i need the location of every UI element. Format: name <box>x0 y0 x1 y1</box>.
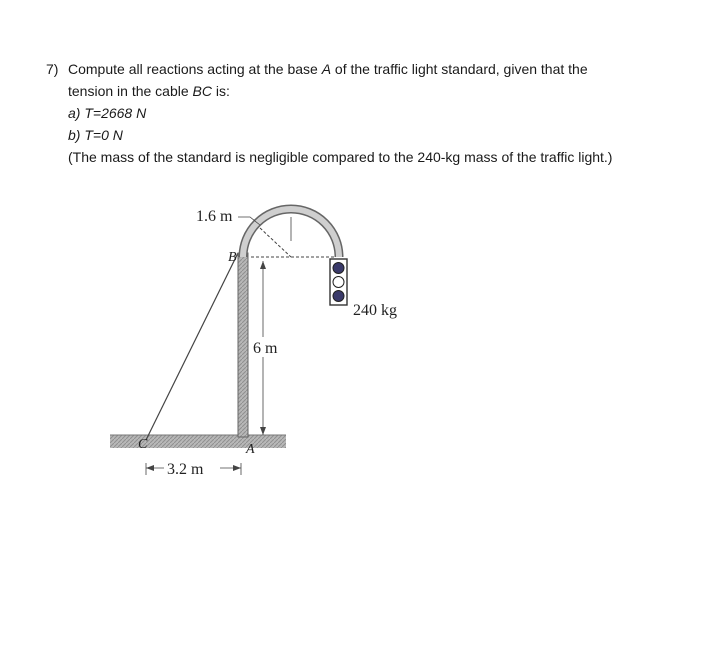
label-mass: 240 kg <box>353 302 397 319</box>
light-bottom <box>333 291 344 302</box>
radius-line <box>260 228 291 257</box>
part-a: a) T=2668 N <box>68 105 147 121</box>
cable-bc <box>146 253 238 440</box>
light-top <box>333 263 344 274</box>
traffic-light-figure <box>110 195 410 495</box>
problem-number: 7) <box>46 61 59 77</box>
problem-note: (The mass of the standard is negligible compared to the 240-kg mass of the traffic light.) <box>68 149 613 165</box>
label-c: C <box>138 437 148 452</box>
dim-1.6m: 1.6 m <box>196 208 233 225</box>
label-a: A <box>246 442 255 457</box>
cable-bc-ref: BC <box>192 83 212 99</box>
problem-line-2: tension in the cable BC is: <box>68 83 230 99</box>
ground <box>110 435 286 448</box>
dim-3.2m: 3.2 m <box>167 461 204 478</box>
point-a-ref: A <box>321 61 332 77</box>
problem-line-1: Compute all reactions acting at the base A of the traffic light standard, given that the <box>68 61 588 77</box>
label-b: B <box>228 250 237 265</box>
dim-6m: 6 m <box>253 340 278 357</box>
pole <box>238 253 248 437</box>
part-b: b) T=0 N <box>68 127 123 143</box>
light-middle <box>333 277 344 288</box>
